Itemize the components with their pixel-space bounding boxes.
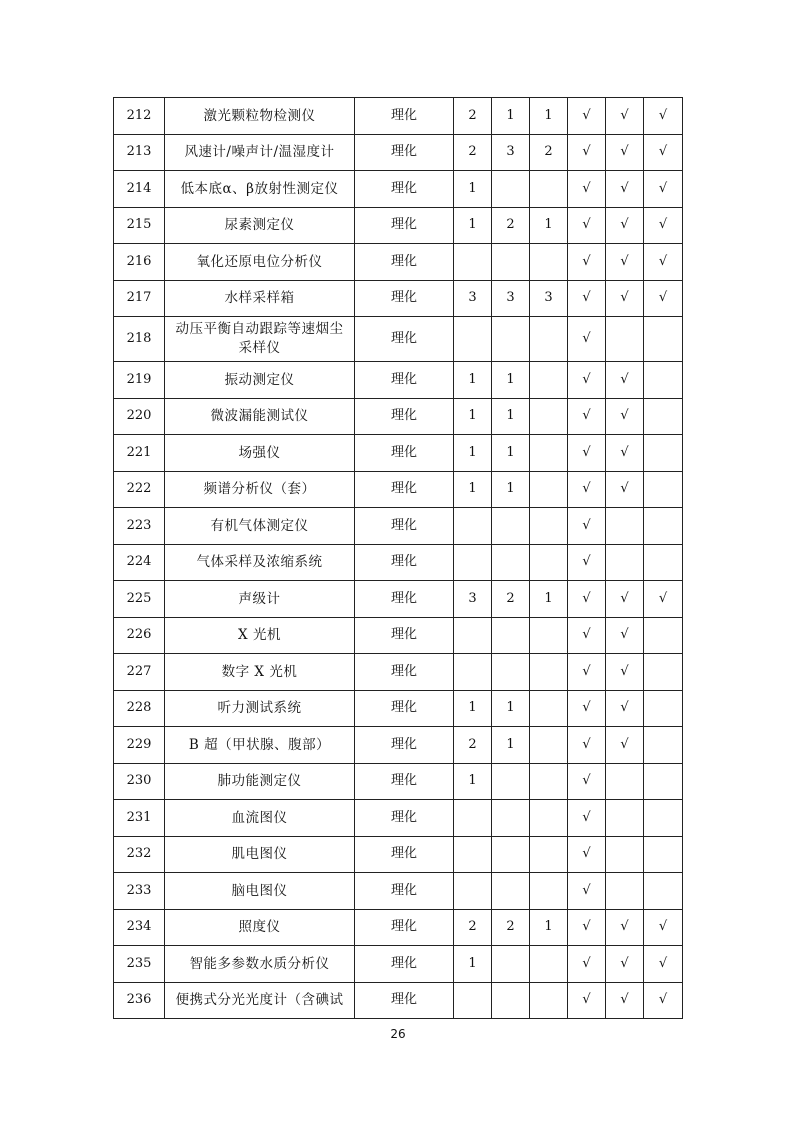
check-col-1: √ xyxy=(568,654,606,691)
count-col-1 xyxy=(454,508,492,545)
row-number: 231 xyxy=(114,800,165,837)
count-col-2 xyxy=(492,836,530,873)
count-col-1: 2 xyxy=(454,727,492,764)
check-col-1: √ xyxy=(568,207,606,244)
check-col-2: √ xyxy=(606,581,644,618)
check-col-2: √ xyxy=(606,98,644,135)
table-row xyxy=(114,317,683,362)
check-col-2: √ xyxy=(606,435,644,472)
count-col-3 xyxy=(530,471,568,508)
count-col-2: 1 xyxy=(492,362,530,399)
equipment-name: 脑电图仪 xyxy=(165,873,355,910)
check-col-1: √ xyxy=(568,727,606,764)
check-col-1: √ xyxy=(568,982,606,1019)
row-number: 219 xyxy=(114,362,165,399)
count-col-3 xyxy=(530,317,568,362)
row-number: 229 xyxy=(114,727,165,764)
row-number: 227 xyxy=(114,654,165,691)
check-col-2: √ xyxy=(606,280,644,317)
check-col-2: √ xyxy=(606,398,644,435)
count-col-3 xyxy=(530,763,568,800)
check-col-1: √ xyxy=(568,690,606,727)
count-col-3 xyxy=(530,435,568,472)
check-col-1: √ xyxy=(568,398,606,435)
count-col-2: 2 xyxy=(492,207,530,244)
count-col-3 xyxy=(530,873,568,910)
equipment-name: 低本底α、β放射性测定仪 xyxy=(165,171,355,208)
count-col-3 xyxy=(530,800,568,837)
count-col-2 xyxy=(492,544,530,581)
check-col-2: √ xyxy=(606,617,644,654)
table-row xyxy=(114,280,683,317)
count-col-1 xyxy=(454,873,492,910)
check-col-1: √ xyxy=(568,171,606,208)
equipment-name: 血流图仪 xyxy=(165,800,355,837)
check-col-2 xyxy=(606,873,644,910)
check-col-1: √ xyxy=(568,508,606,545)
check-col-2 xyxy=(606,836,644,873)
category: 理化 xyxy=(355,727,454,764)
table-row xyxy=(114,617,683,654)
check-col-3 xyxy=(644,398,683,435)
equipment-name: 尿素测定仪 xyxy=(165,207,355,244)
table-row xyxy=(114,800,683,837)
row-number: 225 xyxy=(114,581,165,618)
equipment-name: 氧化还原电位分析仪 xyxy=(165,244,355,281)
check-col-3: √ xyxy=(644,280,683,317)
count-col-3 xyxy=(530,617,568,654)
row-number: 233 xyxy=(114,873,165,910)
count-col-3: 1 xyxy=(530,909,568,946)
check-col-2: √ xyxy=(606,690,644,727)
category: 理化 xyxy=(355,134,454,171)
equipment-name: 水样采样箱 xyxy=(165,280,355,317)
equipment-name: 便携式分光光度计（含碘试 xyxy=(165,982,355,1019)
count-col-1 xyxy=(454,617,492,654)
count-col-3 xyxy=(530,544,568,581)
check-col-1: √ xyxy=(568,800,606,837)
equipment-name: 有机气体测定仪 xyxy=(165,508,355,545)
count-col-2 xyxy=(492,654,530,691)
count-col-3: 1 xyxy=(530,98,568,135)
table-row xyxy=(114,690,683,727)
equipment-name: B 超（甲状腺、腹部） xyxy=(165,727,355,764)
count-col-3 xyxy=(530,982,568,1019)
count-col-2: 1 xyxy=(492,435,530,472)
count-col-3 xyxy=(530,727,568,764)
check-col-1: √ xyxy=(568,581,606,618)
category: 理化 xyxy=(355,317,454,362)
table-row xyxy=(114,982,683,1019)
check-col-3 xyxy=(644,544,683,581)
category: 理化 xyxy=(355,836,454,873)
equipment-name: 听力测试系统 xyxy=(165,690,355,727)
category: 理化 xyxy=(355,207,454,244)
table-row xyxy=(114,544,683,581)
check-col-3: √ xyxy=(644,244,683,281)
row-number: 235 xyxy=(114,946,165,983)
row-number: 226 xyxy=(114,617,165,654)
check-col-3 xyxy=(644,654,683,691)
equipment-name: 风速计/噪声计/温湿度计 xyxy=(165,134,355,171)
check-col-1: √ xyxy=(568,362,606,399)
count-col-1: 1 xyxy=(454,435,492,472)
check-col-3: √ xyxy=(644,134,683,171)
row-number: 223 xyxy=(114,508,165,545)
count-col-2 xyxy=(492,508,530,545)
check-col-2 xyxy=(606,317,644,362)
table-row xyxy=(114,398,683,435)
check-col-1: √ xyxy=(568,244,606,281)
count-col-2: 1 xyxy=(492,727,530,764)
category: 理化 xyxy=(355,946,454,983)
check-col-1: √ xyxy=(568,946,606,983)
count-col-1: 1 xyxy=(454,690,492,727)
table-row xyxy=(114,134,683,171)
count-col-1: 3 xyxy=(454,581,492,618)
check-col-2 xyxy=(606,544,644,581)
count-col-1: 1 xyxy=(454,171,492,208)
check-col-3 xyxy=(644,435,683,472)
count-col-2: 1 xyxy=(492,98,530,135)
count-col-1: 1 xyxy=(454,362,492,399)
row-number: 221 xyxy=(114,435,165,472)
table-row xyxy=(114,581,683,618)
check-col-1: √ xyxy=(568,98,606,135)
row-number: 220 xyxy=(114,398,165,435)
check-col-3: √ xyxy=(644,946,683,983)
count-col-2 xyxy=(492,617,530,654)
count-col-3: 2 xyxy=(530,134,568,171)
table-row xyxy=(114,909,683,946)
check-col-3 xyxy=(644,317,683,362)
count-col-3 xyxy=(530,690,568,727)
count-col-3 xyxy=(530,244,568,281)
row-number: 228 xyxy=(114,690,165,727)
category: 理化 xyxy=(355,362,454,399)
check-col-3 xyxy=(644,836,683,873)
check-col-3: √ xyxy=(644,581,683,618)
equipment-name: 数字 X 光机 xyxy=(165,654,355,691)
equipment-name: 照度仪 xyxy=(165,909,355,946)
table-row xyxy=(114,207,683,244)
row-number: 232 xyxy=(114,836,165,873)
count-col-3 xyxy=(530,398,568,435)
count-col-3 xyxy=(530,946,568,983)
category: 理化 xyxy=(355,508,454,545)
check-col-2: √ xyxy=(606,244,644,281)
count-col-3: 1 xyxy=(530,207,568,244)
row-number: 213 xyxy=(114,134,165,171)
equipment-table xyxy=(113,97,683,1019)
count-col-1 xyxy=(454,800,492,837)
check-col-3: √ xyxy=(644,909,683,946)
equipment-name: 频谱分析仪（套） xyxy=(165,471,355,508)
category: 理化 xyxy=(355,909,454,946)
check-col-2 xyxy=(606,508,644,545)
row-number: 218 xyxy=(114,317,165,362)
count-col-2 xyxy=(492,244,530,281)
count-col-3 xyxy=(530,654,568,691)
row-number: 217 xyxy=(114,280,165,317)
check-col-3 xyxy=(644,471,683,508)
row-number: 236 xyxy=(114,982,165,1019)
check-col-1: √ xyxy=(568,873,606,910)
category: 理化 xyxy=(355,763,454,800)
count-col-1: 1 xyxy=(454,946,492,983)
check-col-3: √ xyxy=(644,207,683,244)
table-row xyxy=(114,727,683,764)
table-row xyxy=(114,171,683,208)
table-row xyxy=(114,362,683,399)
count-col-1 xyxy=(454,654,492,691)
row-number: 234 xyxy=(114,909,165,946)
category: 理化 xyxy=(355,873,454,910)
check-col-2: √ xyxy=(606,171,644,208)
check-col-3 xyxy=(644,508,683,545)
count-col-1: 2 xyxy=(454,98,492,135)
category: 理化 xyxy=(355,654,454,691)
count-col-1 xyxy=(454,836,492,873)
count-col-2: 1 xyxy=(492,471,530,508)
count-col-2: 3 xyxy=(492,280,530,317)
check-col-1: √ xyxy=(568,836,606,873)
equipment-name: 声级计 xyxy=(165,581,355,618)
check-col-3: √ xyxy=(644,982,683,1019)
equipment-name: 肌电图仪 xyxy=(165,836,355,873)
table-row xyxy=(114,98,683,135)
row-number: 214 xyxy=(114,171,165,208)
category: 理化 xyxy=(355,435,454,472)
page-number: 26 xyxy=(390,1027,406,1041)
count-col-2 xyxy=(492,171,530,208)
table-row xyxy=(114,946,683,983)
count-col-2: 1 xyxy=(492,690,530,727)
row-number: 230 xyxy=(114,763,165,800)
check-col-3 xyxy=(644,690,683,727)
check-col-2: √ xyxy=(606,946,644,983)
check-col-2: √ xyxy=(606,727,644,764)
check-col-2: √ xyxy=(606,207,644,244)
check-col-1: √ xyxy=(568,317,606,362)
check-col-3: √ xyxy=(644,171,683,208)
count-col-2 xyxy=(492,800,530,837)
equipment-name: 智能多参数水质分析仪 xyxy=(165,946,355,983)
count-col-2 xyxy=(492,873,530,910)
check-col-1: √ xyxy=(568,909,606,946)
category: 理化 xyxy=(355,98,454,135)
row-number: 212 xyxy=(114,98,165,135)
count-col-1: 2 xyxy=(454,134,492,171)
check-col-2 xyxy=(606,763,644,800)
equipment-name: 激光颗粒物检测仪 xyxy=(165,98,355,135)
count-col-1: 2 xyxy=(454,909,492,946)
table-row xyxy=(114,836,683,873)
table-row xyxy=(114,244,683,281)
equipment-name: X 光机 xyxy=(165,617,355,654)
category: 理化 xyxy=(355,690,454,727)
count-col-3 xyxy=(530,508,568,545)
equipment-name: 振动测定仪 xyxy=(165,362,355,399)
count-col-2: 2 xyxy=(492,909,530,946)
check-col-3 xyxy=(644,800,683,837)
category: 理化 xyxy=(355,800,454,837)
table-row xyxy=(114,763,683,800)
row-number: 222 xyxy=(114,471,165,508)
category: 理化 xyxy=(355,471,454,508)
count-col-1: 1 xyxy=(454,763,492,800)
table-row xyxy=(114,873,683,910)
count-col-1 xyxy=(454,544,492,581)
check-col-1: √ xyxy=(568,471,606,508)
count-col-1 xyxy=(454,317,492,362)
check-col-2: √ xyxy=(606,471,644,508)
equipment-name: 动压平衡自动跟踪等速烟尘采样仪 xyxy=(165,317,355,362)
category: 理化 xyxy=(355,581,454,618)
count-col-2: 2 xyxy=(492,581,530,618)
check-col-3 xyxy=(644,763,683,800)
count-col-3 xyxy=(530,171,568,208)
category: 理化 xyxy=(355,982,454,1019)
count-col-2 xyxy=(492,946,530,983)
check-col-1: √ xyxy=(568,544,606,581)
check-col-3 xyxy=(644,362,683,399)
row-number: 224 xyxy=(114,544,165,581)
check-col-1: √ xyxy=(568,435,606,472)
table-row xyxy=(114,654,683,691)
count-col-2 xyxy=(492,982,530,1019)
category: 理化 xyxy=(355,280,454,317)
count-col-1: 1 xyxy=(454,471,492,508)
count-col-3 xyxy=(530,362,568,399)
check-col-1: √ xyxy=(568,617,606,654)
count-col-1 xyxy=(454,982,492,1019)
check-col-2: √ xyxy=(606,362,644,399)
check-col-3 xyxy=(644,617,683,654)
check-col-1: √ xyxy=(568,134,606,171)
row-number: 215 xyxy=(114,207,165,244)
category: 理化 xyxy=(355,398,454,435)
count-col-1: 1 xyxy=(454,398,492,435)
category: 理化 xyxy=(355,244,454,281)
check-col-2: √ xyxy=(606,909,644,946)
row-number: 216 xyxy=(114,244,165,281)
count-col-1: 1 xyxy=(454,207,492,244)
category: 理化 xyxy=(355,544,454,581)
table-row xyxy=(114,508,683,545)
check-col-2: √ xyxy=(606,982,644,1019)
count-col-3 xyxy=(530,836,568,873)
equipment-name: 气体采样及浓缩系统 xyxy=(165,544,355,581)
check-col-3: √ xyxy=(644,98,683,135)
check-col-2: √ xyxy=(606,134,644,171)
count-col-1: 3 xyxy=(454,280,492,317)
count-col-2: 1 xyxy=(492,398,530,435)
equipment-name: 场强仪 xyxy=(165,435,355,472)
check-col-2 xyxy=(606,800,644,837)
check-col-1: √ xyxy=(568,280,606,317)
count-col-3: 1 xyxy=(530,581,568,618)
check-col-1: √ xyxy=(568,763,606,800)
check-col-3 xyxy=(644,727,683,764)
table-row xyxy=(114,435,683,472)
count-col-2: 3 xyxy=(492,134,530,171)
count-col-2 xyxy=(492,317,530,362)
table-row xyxy=(114,471,683,508)
check-col-3 xyxy=(644,873,683,910)
count-col-3: 3 xyxy=(530,280,568,317)
check-col-2: √ xyxy=(606,654,644,691)
count-col-2 xyxy=(492,763,530,800)
table-body xyxy=(114,98,683,1019)
equipment-name: 微波漏能测试仪 xyxy=(165,398,355,435)
category: 理化 xyxy=(355,171,454,208)
equipment-name: 肺功能测定仪 xyxy=(165,763,355,800)
category: 理化 xyxy=(355,617,454,654)
count-col-1 xyxy=(454,244,492,281)
